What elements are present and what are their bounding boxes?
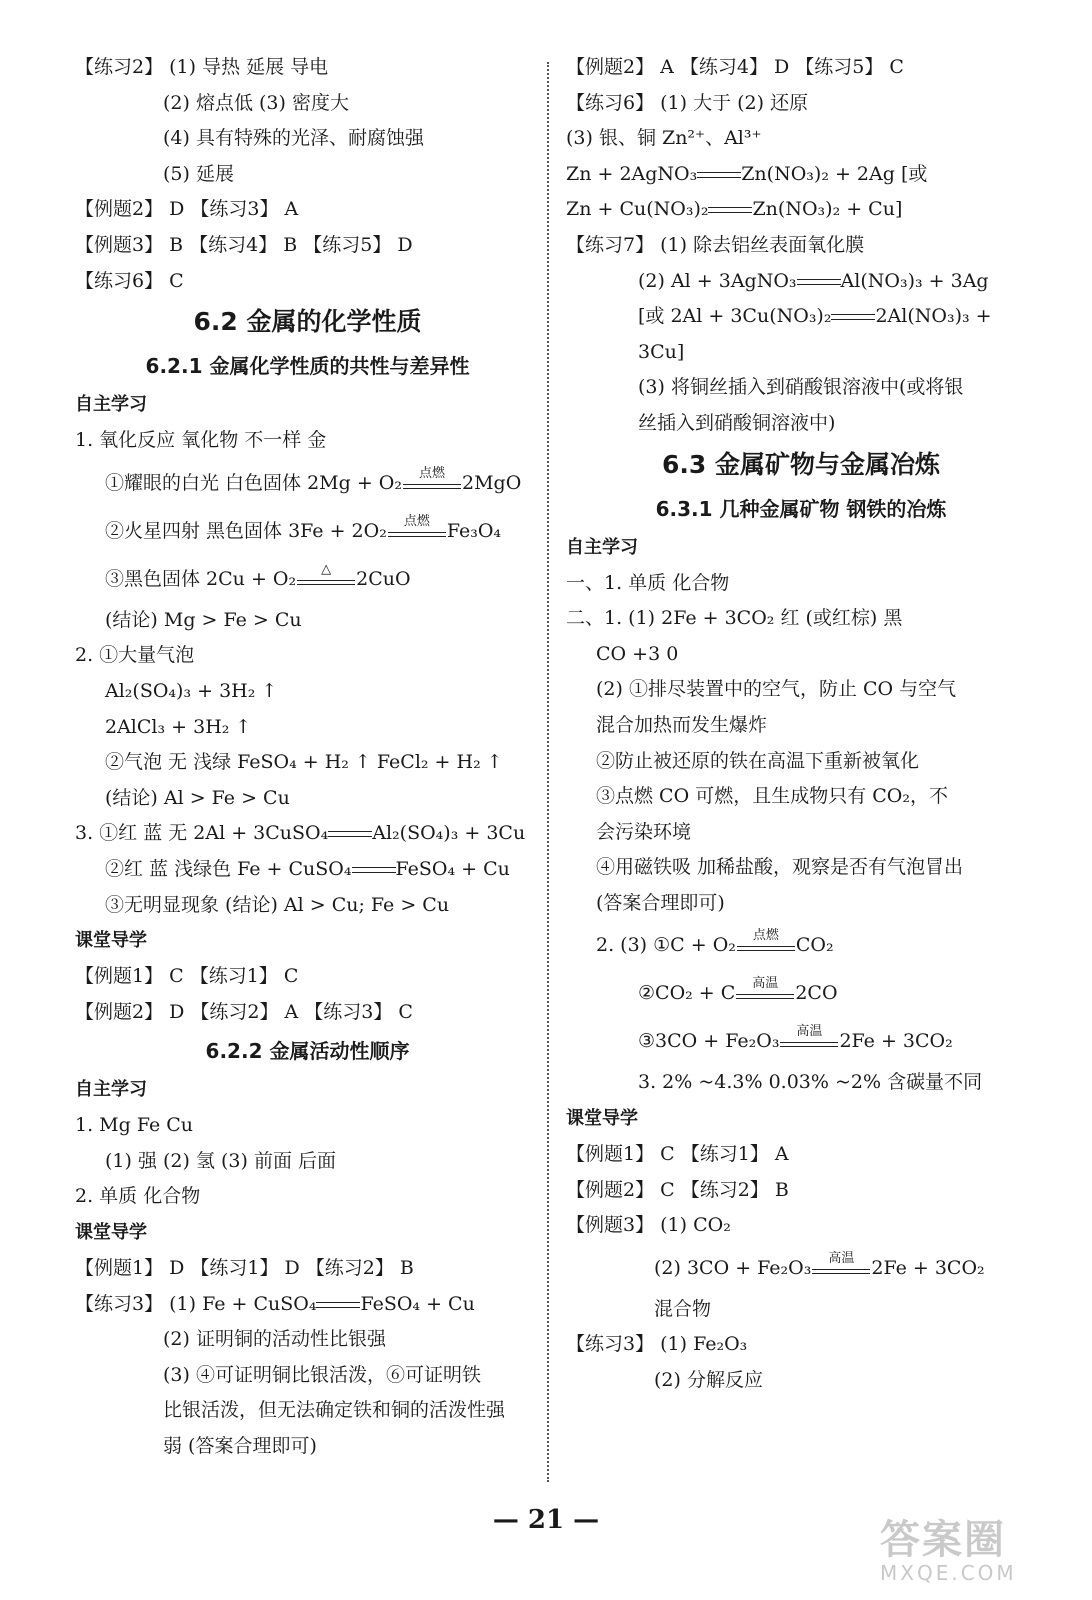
answer-line: (结论) Mg > Fe > Cu: [105, 608, 302, 631]
answer-line: (5) 延展: [163, 162, 234, 185]
equation-left: ②CO₂ + C: [638, 982, 736, 1005]
answer-line: 一、1. 单质 化合物: [566, 571, 730, 594]
equals-sign: [697, 169, 741, 181]
reaction-condition: [812, 1250, 870, 1284]
answer-line: 【例题2】 D 【练习2】 A 【练习3】 C: [75, 1000, 413, 1023]
answer-line: 3. 2% ~4.3% 0.03% ~2% 含碳量不同: [638, 1071, 983, 1094]
answer-line: 【例题3】 B 【练习4】 B 【练习5】 D: [75, 233, 413, 256]
answer-line: ②气泡 无 浅绿 FeSO₄ + H₂ ↑ FeCl₂ + H₂ ↑: [105, 751, 503, 774]
answer-line: (3) ④可证明铜比银活泼，⑥可证明铁: [163, 1363, 481, 1386]
equation-left: Zn + Cu(NO₃)₂: [566, 198, 709, 221]
equals-sign: [316, 1299, 360, 1311]
condition-text: 点燃: [418, 465, 445, 481]
part-label: 自主学习: [566, 536, 638, 558]
reaction-condition: [388, 513, 446, 547]
answer-line: (2) 分解反应: [654, 1369, 763, 1392]
subsection-heading: 6.2.2 金属活动性顺序: [205, 1039, 410, 1064]
equation-right: CO₂: [795, 934, 834, 957]
subsection-heading: 6.3.1 几种金属矿物 钢铁的冶炼: [655, 496, 947, 521]
equation-line: [566, 157, 1036, 193]
left-column: [75, 50, 540, 1465]
equation-left: ②火星四射 黑色固体 3Fe + 2O₂: [105, 519, 387, 542]
answer-line: 弱 (答案合理即可): [163, 1435, 317, 1458]
equation-right: 2Fe + 3CO₂: [871, 1256, 985, 1279]
answer-line: 丝插入到硝酸铜溶液中): [638, 411, 836, 434]
equation-line: [75, 555, 540, 603]
watermark-logo-text: 答案圈: [880, 1517, 1006, 1563]
part-label: 课堂导学: [566, 1108, 638, 1130]
reaction-condition: [780, 1024, 838, 1057]
condition-text: △: [321, 561, 332, 577]
equation-left: ③黑色固体 2Cu + O₂: [105, 567, 297, 590]
answer-line: 1. Mg Fe Cu: [75, 1114, 194, 1137]
answer-line: 混合物: [654, 1297, 712, 1320]
answer-line: ②防止被还原的铁在高温下重新被氧化: [596, 749, 920, 772]
answer-line: 【例题2】 A 【练习4】 D 【练习5】 C: [566, 56, 904, 78]
equation-line: [75, 852, 540, 888]
equation-right: 2Fe + 3CO₂: [839, 1030, 953, 1053]
watermark-logo: [880, 1518, 1080, 1588]
equation-left: (2) Al + 3AgNO₃: [638, 269, 797, 292]
equation-left: Zn + 2AgNO₃: [566, 162, 698, 185]
answer-line: 3Cu]: [638, 340, 685, 363]
equation-right: 2Al(NO₃)₃ +: [875, 305, 992, 328]
equation-line: [566, 299, 1036, 335]
answer-line: CO +3 0: [596, 642, 679, 665]
answer-line: 【练习7】 (1) 除去铝丝表面氧化膜: [566, 233, 865, 256]
answer-line: (2) ①排尽装置中的空气，防止 CO 与空气: [596, 678, 957, 701]
answer-line: (2) 证明铜的活动性比银强: [163, 1328, 386, 1351]
equation-left: 【练习3】 (1) Fe + CuSO₄: [75, 1292, 317, 1315]
answer-line: 【例题2】 C 【练习2】 B: [566, 1178, 789, 1201]
equation-right: 2MgO: [461, 471, 522, 494]
equation-left: 2. (3) ①C + O₂: [596, 934, 736, 957]
answer-line: (3) 将铜丝插入到硝酸银溶液中(或将银: [638, 376, 964, 399]
part-label: 自主学习: [75, 394, 147, 416]
equation-right: Al₂(SO₄)₃ + 3Cu: [372, 822, 526, 845]
equation-right: 2CuO: [356, 567, 411, 590]
column-divider: [547, 62, 549, 1482]
answer-line: 会污染环境: [596, 820, 692, 843]
answer-line: (答案合理即可): [596, 891, 725, 914]
equation-line: [566, 264, 1036, 300]
answer-line: (4) 具有特殊的光泽、耐腐蚀强: [163, 127, 424, 150]
answer-line: 混合加热而发生爆炸: [596, 713, 768, 736]
reaction-condition: [736, 976, 794, 1009]
equals-sign: [352, 864, 396, 876]
section-heading: 6.2 金属的化学性质: [193, 307, 422, 337]
equation-right: FeSO₄ + Cu: [360, 1292, 475, 1315]
part-label: 课堂导学: [75, 1222, 147, 1244]
equation-line: [75, 1287, 540, 1323]
answer-line: 【例题1】 C 【练习1】 A: [566, 1143, 789, 1166]
answer-line: 【练习6】 C: [75, 269, 184, 292]
watermark-url: MXQE.COM: [880, 1561, 1017, 1585]
answer-line: 二、1. (1) 2Fe + 3CO₂ 红 (或红棕) 黑: [566, 607, 903, 630]
answer-line: 【练习2】 (1) 导热 延展 导电: [75, 56, 329, 78]
answer-line: 【例题3】 (1) CO₂: [566, 1214, 731, 1237]
answer-line: 2. 单质 化合物: [75, 1185, 201, 1208]
equation-left: ①耀眼的白光 白色固体 2Mg + O₂: [105, 471, 402, 494]
equals-sign: [708, 204, 752, 216]
answer-line: 2AlCl₃ + 3H₂ ↑: [105, 715, 252, 738]
equation-line: [566, 921, 1036, 969]
equation-right: FeSO₄ + Cu: [395, 857, 510, 880]
equation-left: [或 2Al + 3Cu(NO₃)₂: [638, 305, 832, 328]
part-label: 自主学习: [75, 1079, 147, 1101]
answer-line: (2) 熔点低 (3) 密度大: [163, 91, 349, 114]
answer-line: 【练习3】 (1) Fe₂O₃: [566, 1333, 748, 1356]
answer-line: 【例题2】 D 【练习3】 A: [75, 198, 299, 221]
condition-text: 高温: [828, 1250, 855, 1266]
equals-sign: [328, 828, 372, 840]
answer-line: 1. 氧化反应 氧化物 不一样 金: [75, 429, 327, 452]
answer-line: ④用磁铁吸 加稀盐酸，观察是否有气泡冒出: [596, 856, 964, 879]
equation-line: [75, 459, 540, 507]
equals-sign: [831, 311, 875, 323]
condition-text: 高温: [796, 1024, 823, 1040]
answer-line: 2. ①大量气泡: [75, 644, 195, 667]
equation-line: [566, 1017, 1036, 1065]
answer-line: 【例题1】 D 【练习1】 D 【练习2】 B: [75, 1257, 414, 1280]
equation-line: [566, 192, 1036, 228]
equation-line: [566, 969, 1036, 1017]
equation-left: ②红 蓝 浅绿色 Fe + CuSO₄: [105, 857, 352, 880]
answer-line: 【练习6】 (1) 大于 (2) 还原: [566, 91, 809, 114]
answer-line: (3) 银、铜 Zn²⁺、Al³⁺: [566, 127, 762, 150]
equation-left: ③3CO + Fe₂O₃: [638, 1030, 780, 1053]
equation-right: Zn(NO₃)₂ + Cu]: [752, 198, 903, 221]
equation-right: Fe₃O₄: [446, 519, 502, 542]
equation-right: Zn(NO₃)₂ + 2Ag [或: [741, 162, 928, 185]
condition-text: 点燃: [752, 928, 779, 944]
answer-line: (1) 强 (2) 氢 (3) 前面 后面: [105, 1149, 336, 1172]
reaction-condition: [737, 928, 795, 961]
equation-left: (2) 3CO + Fe₂O₃: [654, 1256, 812, 1279]
reaction-condition: [403, 465, 461, 499]
equation-left: 3. ①红 蓝 无 2Al + 3CuSO₄: [75, 822, 329, 845]
equation-line: [75, 816, 540, 852]
answer-line: Al₂(SO₄)₃ + 3H₂ ↑: [105, 679, 278, 702]
subsection-heading: 6.2.1 金属化学性质的共性与差异性: [145, 354, 470, 379]
answer-line: 比银活泼，但无法确定铁和铜的活泼性强: [163, 1399, 506, 1422]
answer-line: (结论) Al > Fe > Cu: [105, 786, 290, 809]
answer-line: ③点燃 CO 可燃，且生成物只有 CO₂，不: [596, 785, 948, 808]
right-column: [566, 50, 1036, 1399]
page-number: — 21 —: [492, 1505, 600, 1535]
equation-line: [75, 507, 540, 555]
equals-sign: [797, 276, 841, 288]
equation-line: [566, 1244, 1036, 1292]
answer-line: ③无明显现象 (结论) Al > Cu; Fe > Cu: [105, 893, 450, 916]
part-label: 课堂导学: [75, 930, 147, 952]
condition-text: 高温: [752, 976, 779, 992]
reaction-condition: [297, 561, 355, 595]
equation-right: Al(NO₃)₃ + 3Ag: [840, 269, 989, 292]
equation-right: 2CO: [795, 982, 838, 1005]
condition-text: 点燃: [403, 513, 430, 529]
answer-line: 【例题1】 C 【练习1】 C: [75, 965, 299, 988]
section-heading: 6.3 金属矿物与金属冶炼: [662, 449, 940, 479]
